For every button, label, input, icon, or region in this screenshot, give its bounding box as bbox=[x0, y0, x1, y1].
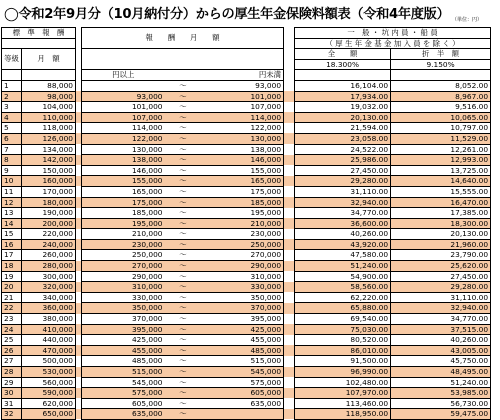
to-cell: 230,000 bbox=[202, 229, 284, 240]
monthly-cell: 190,000 bbox=[22, 208, 76, 219]
to-cell: 330,000 bbox=[202, 282, 284, 293]
half-cell: 16,470.00 bbox=[391, 197, 491, 208]
half-cell: 48,495.00 bbox=[391, 367, 491, 378]
total-cell: 23,058.00 bbox=[295, 133, 391, 144]
grade-cell: 16 bbox=[2, 239, 22, 250]
to-cell: 101,000 bbox=[202, 91, 284, 102]
to-cell: 310,000 bbox=[202, 271, 284, 282]
from-cell: 93,000 bbox=[82, 91, 165, 102]
table-row bbox=[2, 409, 491, 420]
half-cell: 14,640.00 bbox=[391, 176, 491, 187]
monthly-cell: 142,000 bbox=[22, 155, 76, 166]
half-cell: 12,993.00 bbox=[391, 155, 491, 166]
from-cell: 185,000 bbox=[82, 208, 165, 219]
half-cell: 11,529.00 bbox=[391, 133, 491, 144]
tilde-cell: ～ bbox=[165, 91, 202, 102]
tilde-cell: ～ bbox=[165, 271, 202, 282]
total-cell: 36,600.00 bbox=[295, 218, 391, 229]
header-general-line1: 一 般 ・ 坑 内 員 ・ 船 員 bbox=[295, 28, 491, 39]
total-cell: 51,240.00 bbox=[295, 261, 391, 272]
table-row bbox=[2, 197, 491, 208]
half-cell: 29,280.00 bbox=[391, 282, 491, 293]
tilde-cell: ～ bbox=[165, 282, 202, 293]
total-cell: 16,104.00 bbox=[295, 80, 391, 91]
tilde-cell: ～ bbox=[165, 239, 202, 250]
total-cell: 19,032.00 bbox=[295, 102, 391, 113]
from-cell: 270,000 bbox=[82, 261, 165, 272]
unit-label: （単位：円） bbox=[451, 17, 482, 23]
grade-cell: 5 bbox=[2, 123, 22, 134]
tilde-cell: ～ bbox=[165, 112, 202, 123]
tilde-cell: ～ bbox=[165, 229, 202, 240]
total-cell: 54,900.00 bbox=[295, 271, 391, 282]
monthly-cell: 360,000 bbox=[22, 303, 76, 314]
under-label: 円未満 bbox=[202, 70, 284, 81]
monthly-cell: 410,000 bbox=[22, 324, 76, 335]
to-cell: 635,000 bbox=[202, 398, 284, 409]
monthly-cell: 150,000 bbox=[22, 165, 76, 176]
to-cell: 114,000 bbox=[202, 112, 284, 123]
monthly-cell: 220,000 bbox=[22, 229, 76, 240]
from-cell: 165,000 bbox=[82, 186, 165, 197]
total-cell: 47,580.00 bbox=[295, 250, 391, 261]
from-cell: 575,000 bbox=[82, 388, 165, 399]
tilde-cell: ～ bbox=[165, 80, 202, 91]
half-cell: 25,620.00 bbox=[391, 261, 491, 272]
monthly-cell: 134,000 bbox=[22, 144, 76, 155]
monthly-cell: 560,000 bbox=[22, 377, 76, 388]
total-cell: 65,880.00 bbox=[295, 303, 391, 314]
to-cell: 250,000 bbox=[202, 239, 284, 250]
to-cell: 370,000 bbox=[202, 303, 284, 314]
monthly-cell: 500,000 bbox=[22, 356, 76, 367]
total-cell: 21,594.00 bbox=[295, 123, 391, 134]
grade-cell: 25 bbox=[2, 335, 22, 346]
monthly-cell: 620,000 bbox=[22, 398, 76, 409]
table-row bbox=[2, 388, 491, 399]
tilde-cell: ～ bbox=[165, 398, 202, 409]
table-row bbox=[2, 155, 491, 166]
to-cell: 515,000 bbox=[202, 356, 284, 367]
from-cell: 545,000 bbox=[82, 377, 165, 388]
half-cell: 34,770.00 bbox=[391, 314, 491, 325]
to-cell: 146,000 bbox=[202, 155, 284, 166]
grade-cell: 20 bbox=[2, 282, 22, 293]
from-cell: 122,000 bbox=[82, 133, 165, 144]
to-cell: 425,000 bbox=[202, 324, 284, 335]
tilde-cell: ～ bbox=[165, 367, 202, 378]
tilde-cell: ～ bbox=[165, 197, 202, 208]
header-total-rate: 18.300% bbox=[295, 59, 391, 70]
to-cell: 350,000 bbox=[202, 292, 284, 303]
grade-cell: 2 bbox=[2, 91, 22, 102]
from-cell: 425,000 bbox=[82, 335, 165, 346]
grade-cell: 8 bbox=[2, 155, 22, 166]
total-cell: 69,540.00 bbox=[295, 314, 391, 325]
half-cell: 37,515.00 bbox=[391, 324, 491, 335]
half-cell: 8,052.00 bbox=[391, 80, 491, 91]
to-cell: 107,000 bbox=[202, 102, 284, 113]
total-cell: 40,260.00 bbox=[295, 229, 391, 240]
total-cell: 34,770.00 bbox=[295, 208, 391, 219]
from-cell: 370,000 bbox=[82, 314, 165, 325]
to-cell: 545,000 bbox=[202, 367, 284, 378]
header-remuneration: 報 酬 月 額 bbox=[82, 28, 284, 49]
tilde-cell: ～ bbox=[165, 314, 202, 325]
table-row bbox=[2, 250, 491, 261]
from-cell: 455,000 bbox=[82, 345, 165, 356]
total-cell: 102,480.00 bbox=[295, 377, 391, 388]
table-row bbox=[2, 398, 491, 409]
tilde-cell: ～ bbox=[165, 377, 202, 388]
half-cell: 53,985.00 bbox=[391, 388, 491, 399]
total-cell: 80,520.00 bbox=[295, 335, 391, 346]
table-row bbox=[2, 239, 491, 250]
page-title: ◯令和2年9月分（10月納付分）からの厚生年金保険料額表（令和4年度版） bbox=[4, 7, 450, 22]
total-cell: 113,460.00 bbox=[295, 398, 391, 409]
monthly-cell: 260,000 bbox=[22, 250, 76, 261]
from-cell: 395,000 bbox=[82, 324, 165, 335]
grade-cell: 11 bbox=[2, 186, 22, 197]
table-row bbox=[2, 102, 491, 113]
tilde-cell: ～ bbox=[165, 250, 202, 261]
table-row bbox=[2, 303, 491, 314]
total-cell: 58,560.00 bbox=[295, 282, 391, 293]
total-cell: 91,500.00 bbox=[295, 356, 391, 367]
table-row bbox=[2, 229, 491, 240]
total-cell: 96,990.00 bbox=[295, 367, 391, 378]
half-cell: 43,005.00 bbox=[391, 345, 491, 356]
half-cell: 12,261.00 bbox=[391, 144, 491, 155]
to-cell: 130,000 bbox=[202, 133, 284, 144]
header-monthly: 月 額 bbox=[22, 49, 76, 70]
from-cell: 101,000 bbox=[82, 102, 165, 113]
to-cell: 165,000 bbox=[202, 176, 284, 187]
grade-cell: 1 bbox=[2, 80, 22, 91]
table-row bbox=[2, 282, 491, 293]
half-cell: 27,450.00 bbox=[391, 271, 491, 282]
tilde-cell: ～ bbox=[165, 144, 202, 155]
total-cell: 43,920.00 bbox=[295, 239, 391, 250]
grade-cell: 19 bbox=[2, 271, 22, 282]
to-cell: 122,000 bbox=[202, 123, 284, 134]
monthly-cell: 440,000 bbox=[22, 335, 76, 346]
monthly-cell: 320,000 bbox=[22, 282, 76, 293]
grade-cell: 23 bbox=[2, 314, 22, 325]
to-cell: 395,000 bbox=[202, 314, 284, 325]
table-row bbox=[2, 324, 491, 335]
to-cell: 485,000 bbox=[202, 345, 284, 356]
monthly-cell: 160,000 bbox=[22, 176, 76, 187]
table-row bbox=[2, 377, 491, 388]
half-cell: 23,790.00 bbox=[391, 250, 491, 261]
grade-cell: 22 bbox=[2, 303, 22, 314]
from-cell: 175,000 bbox=[82, 197, 165, 208]
header-half: 折 半 額 bbox=[391, 49, 491, 60]
tilde-cell: ～ bbox=[165, 303, 202, 314]
total-cell: 20,130.00 bbox=[295, 112, 391, 123]
from-cell bbox=[82, 80, 165, 91]
header-grade: 等級 bbox=[2, 49, 22, 70]
table-row bbox=[2, 335, 491, 346]
monthly-cell: 98,000 bbox=[22, 91, 76, 102]
grade-cell: 24 bbox=[2, 324, 22, 335]
header-total: 全 額 bbox=[295, 49, 391, 60]
from-cell: 290,000 bbox=[82, 271, 165, 282]
from-cell: 250,000 bbox=[82, 250, 165, 261]
half-cell: 56,730.00 bbox=[391, 398, 491, 409]
monthly-cell: 470,000 bbox=[22, 345, 76, 356]
table-row bbox=[2, 91, 491, 102]
total-cell: 29,280.00 bbox=[295, 176, 391, 187]
tilde-cell: ～ bbox=[165, 123, 202, 134]
over-label: 円以上 bbox=[82, 70, 165, 81]
from-cell: 230,000 bbox=[82, 239, 165, 250]
from-cell: 146,000 bbox=[82, 165, 165, 176]
grade-cell: 29 bbox=[2, 377, 22, 388]
grade-cell: 15 bbox=[2, 229, 22, 240]
to-cell: 455,000 bbox=[202, 335, 284, 346]
from-cell: 210,000 bbox=[82, 229, 165, 240]
monthly-cell: 104,000 bbox=[22, 102, 76, 113]
tilde-cell: ～ bbox=[165, 292, 202, 303]
tilde-cell: ～ bbox=[165, 261, 202, 272]
from-cell: 195,000 bbox=[82, 218, 165, 229]
table-row bbox=[2, 208, 491, 219]
grade-cell: 17 bbox=[2, 250, 22, 261]
tilde-cell: ～ bbox=[165, 345, 202, 356]
header-general-line2: （ 厚 生 年 金 基 金 加 入 員 を 除 く ） bbox=[295, 38, 491, 49]
tilde-cell: ～ bbox=[165, 102, 202, 113]
table-row bbox=[2, 314, 491, 325]
grade-cell: 9 bbox=[2, 165, 22, 176]
half-cell: 8,967.00 bbox=[391, 91, 491, 102]
table-row bbox=[2, 292, 491, 303]
grade-cell: 28 bbox=[2, 367, 22, 378]
grade-cell: 30 bbox=[2, 388, 22, 399]
monthly-cell: 200,000 bbox=[22, 218, 76, 229]
grade-cell: 18 bbox=[2, 261, 22, 272]
monthly-cell: 110,000 bbox=[22, 112, 76, 123]
table-row bbox=[2, 218, 491, 229]
tilde-cell: ～ bbox=[165, 165, 202, 176]
table-row bbox=[2, 133, 491, 144]
grade-cell: 21 bbox=[2, 292, 22, 303]
grade-cell: 32 bbox=[2, 409, 22, 420]
premium-table bbox=[1, 27, 491, 420]
monthly-cell: 530,000 bbox=[22, 367, 76, 378]
half-cell: 21,960.00 bbox=[391, 239, 491, 250]
monthly-cell: 380,000 bbox=[22, 314, 76, 325]
to-cell: 93,000 bbox=[202, 80, 284, 91]
to-cell: 138,000 bbox=[202, 144, 284, 155]
total-cell: 107,970.00 bbox=[295, 388, 391, 399]
to-cell: 210,000 bbox=[202, 218, 284, 229]
total-cell: 24,522.00 bbox=[295, 144, 391, 155]
to-cell: 575,000 bbox=[202, 377, 284, 388]
from-cell: 515,000 bbox=[82, 367, 165, 378]
grade-cell: 3 bbox=[2, 102, 22, 113]
half-cell: 18,300.00 bbox=[391, 218, 491, 229]
tilde-cell: ～ bbox=[165, 356, 202, 367]
tilde-cell: ～ bbox=[165, 133, 202, 144]
table-row bbox=[2, 186, 491, 197]
half-cell: 59,475.00 bbox=[391, 409, 491, 420]
header-standard: 標 準 報 酬 bbox=[2, 28, 76, 39]
from-cell: 130,000 bbox=[82, 144, 165, 155]
total-cell: 75,030.00 bbox=[295, 324, 391, 335]
total-cell: 17,934.00 bbox=[295, 91, 391, 102]
from-cell: 155,000 bbox=[82, 176, 165, 187]
to-cell: 290,000 bbox=[202, 261, 284, 272]
grade-cell: 31 bbox=[2, 398, 22, 409]
grade-cell: 4 bbox=[2, 112, 22, 123]
total-cell: 62,220.00 bbox=[295, 292, 391, 303]
total-cell: 118,950.00 bbox=[295, 409, 391, 420]
to-cell: 185,000 bbox=[202, 197, 284, 208]
grade-cell: 27 bbox=[2, 356, 22, 367]
half-cell: 10,797.00 bbox=[391, 123, 491, 134]
table-row bbox=[2, 165, 491, 176]
monthly-cell: 240,000 bbox=[22, 239, 76, 250]
grade-cell: 10 bbox=[2, 176, 22, 187]
grade-cell: 12 bbox=[2, 197, 22, 208]
monthly-cell: 300,000 bbox=[22, 271, 76, 282]
half-cell: 13,725.00 bbox=[391, 165, 491, 176]
total-cell: 32,940.00 bbox=[295, 197, 391, 208]
table-row bbox=[2, 176, 491, 187]
tilde-cell: ～ bbox=[165, 208, 202, 219]
to-cell: 270,000 bbox=[202, 250, 284, 261]
tilde-cell: ～ bbox=[165, 176, 202, 187]
header-half-rate: 9.150% bbox=[391, 59, 491, 70]
table-row bbox=[2, 367, 491, 378]
half-cell: 9,516.00 bbox=[391, 102, 491, 113]
grade-cell: 26 bbox=[2, 345, 22, 356]
from-cell: 485,000 bbox=[82, 356, 165, 367]
monthly-cell: 590,000 bbox=[22, 388, 76, 399]
half-cell: 51,240.00 bbox=[391, 377, 491, 388]
monthly-cell: 126,000 bbox=[22, 133, 76, 144]
half-cell: 45,750.00 bbox=[391, 356, 491, 367]
from-cell: 635,000 bbox=[82, 409, 165, 420]
half-cell: 40,260.00 bbox=[391, 335, 491, 346]
half-cell: 10,065.00 bbox=[391, 112, 491, 123]
from-cell: 350,000 bbox=[82, 303, 165, 314]
total-cell: 27,450.00 bbox=[295, 165, 391, 176]
tilde-cell: ～ bbox=[165, 335, 202, 346]
total-cell: 31,110.00 bbox=[295, 186, 391, 197]
from-cell: 114,000 bbox=[82, 123, 165, 134]
grade-cell: 13 bbox=[2, 208, 22, 219]
table-row bbox=[2, 356, 491, 367]
table-row bbox=[2, 80, 491, 91]
monthly-cell: 88,000 bbox=[22, 80, 76, 91]
from-cell: 138,000 bbox=[82, 155, 165, 166]
monthly-cell: 650,000 bbox=[22, 409, 76, 420]
to-cell bbox=[202, 409, 284, 420]
table-row bbox=[2, 271, 491, 282]
table-row bbox=[2, 144, 491, 155]
to-cell: 175,000 bbox=[202, 186, 284, 197]
to-cell: 605,000 bbox=[202, 388, 284, 399]
tilde-cell: ～ bbox=[165, 324, 202, 335]
table-row bbox=[2, 112, 491, 123]
tilde-cell: ～ bbox=[165, 186, 202, 197]
total-cell: 25,986.00 bbox=[295, 155, 391, 166]
grade-cell: 7 bbox=[2, 144, 22, 155]
from-cell: 330,000 bbox=[82, 292, 165, 303]
table-row bbox=[2, 123, 491, 134]
from-cell: 605,000 bbox=[82, 398, 165, 409]
monthly-cell: 340,000 bbox=[22, 292, 76, 303]
half-cell: 32,940.00 bbox=[391, 303, 491, 314]
table-row bbox=[2, 261, 491, 272]
from-cell: 107,000 bbox=[82, 112, 165, 123]
grade-cell: 6 bbox=[2, 133, 22, 144]
half-cell: 15,555.00 bbox=[391, 186, 491, 197]
table-unit-row bbox=[2, 70, 491, 81]
to-cell: 195,000 bbox=[202, 208, 284, 219]
grade-cell: 14 bbox=[2, 218, 22, 229]
tilde-cell: ～ bbox=[165, 409, 202, 420]
to-cell: 155,000 bbox=[202, 165, 284, 176]
monthly-cell: 280,000 bbox=[22, 261, 76, 272]
half-cell: 31,110.00 bbox=[391, 292, 491, 303]
tilde-cell: ～ bbox=[165, 388, 202, 399]
monthly-cell: 180,000 bbox=[22, 197, 76, 208]
half-cell: 17,385.00 bbox=[391, 208, 491, 219]
half-cell: 20,130.00 bbox=[391, 229, 491, 240]
monthly-cell: 170,000 bbox=[22, 186, 76, 197]
tilde-cell: ～ bbox=[165, 155, 202, 166]
table-row bbox=[2, 345, 491, 356]
monthly-cell: 118,000 bbox=[22, 123, 76, 134]
tilde-cell: ～ bbox=[165, 218, 202, 229]
from-cell: 310,000 bbox=[82, 282, 165, 293]
total-cell: 86,010.00 bbox=[295, 345, 391, 356]
